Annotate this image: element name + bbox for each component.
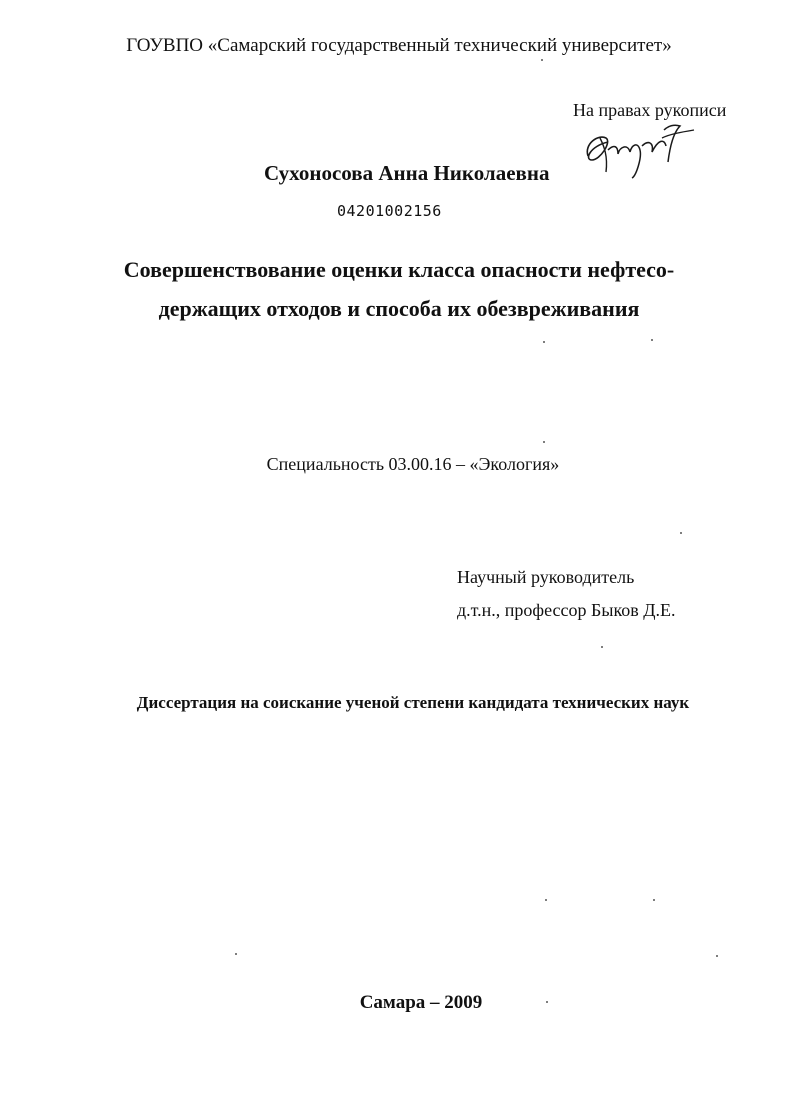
- scan-speck: [651, 339, 653, 341]
- scan-speck: [541, 59, 543, 61]
- dissertation-note: Диссертация на соискание ученой степени кандидата технических наук: [136, 693, 690, 712]
- advisor-name: д.т.н., профессор Быков Д.Е.: [457, 600, 676, 620]
- scan-speck: [545, 899, 547, 901]
- specialty: Специальность 03.00.16 – «Экология»: [266, 454, 560, 474]
- dissertation-title-line-1: Совершенствование оценки класса опасности нефтесо-: [123, 257, 675, 282]
- handwritten-signature: [578, 116, 698, 182]
- scan-speck: [601, 646, 603, 648]
- scan-speck: [653, 899, 655, 901]
- scan-speck: [546, 1001, 548, 1003]
- scan-speck: [680, 532, 682, 534]
- scan-speck: [543, 441, 545, 443]
- city-year: Самара – 2009: [359, 992, 483, 1013]
- scan-speck: [716, 955, 718, 957]
- scan-speck: [543, 341, 545, 343]
- scan-speck: [235, 953, 237, 955]
- author-name: Сухоносова Анна Николаевна: [264, 161, 550, 185]
- rights-note: На правах рукописи: [573, 100, 727, 120]
- dissertation-title-line-2: держащих отходов и способа их обезвреживания: [158, 296, 640, 321]
- registration-code: 04201002156: [337, 202, 442, 220]
- advisor-label: Научный руководитель: [457, 567, 635, 587]
- university-name: ГОУВПО «Самарский государственный технический университет»: [126, 35, 672, 56]
